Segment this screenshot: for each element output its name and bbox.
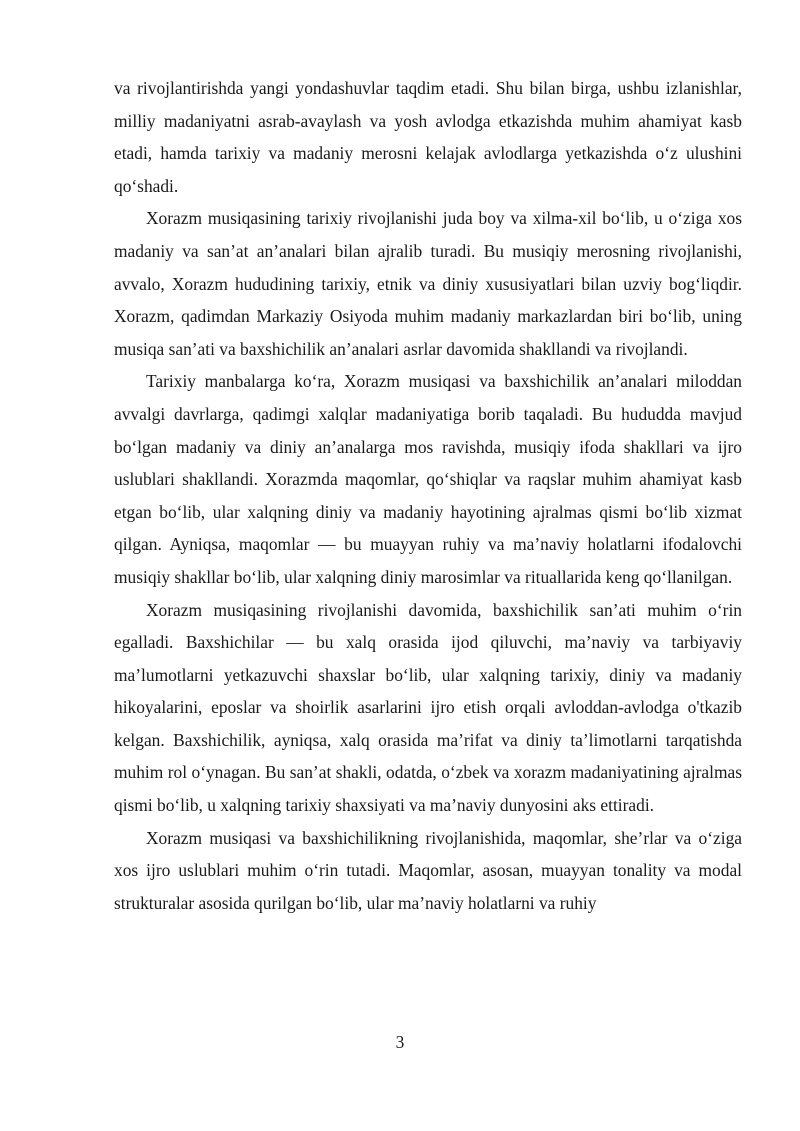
- paragraph-xorazm-history: Xorazm musiqasining tarixiy rivojlanishi juda boy va xilma-xil bo‘lib, u o‘ziga xos madaniy va san’at an’analari bilan ajralib turadi. Bu musiqiy merosning rivojlanishi, avvalo, Xorazm hududining tarixiy, etnik va diniy xususiyatlari bilan uzviy bog‘liqdir. Xorazm, qadimdan Markaziy Osiyoda muhim madaniy markazlardan biri bo‘lib, uning musiqa san’ati va baxshichilik an’analari asrlar davomida shakllandi va rivojlandi.: [114, 208, 742, 359]
- paragraph-historical-sources: Tarixiy manbalarga ko‘ra, Xorazm musiqasi va baxshichilik an’analari miloddan avvalgi davrlarga, qadimgi xalqlar madaniyatiga borib taqaladi. Bu hududda mavjud bo‘lgan madaniy va diniy an’analarga mos ravishda, musiqiy ifoda shakllari va ijro uslublari shakllandi. Xorazmda maqomlar, qo‘shiqlar va raqslar muhim ahamiyat kasb etgan bo‘lib, ular xalqning diniy va madaniy hayotining ajralmas qismi bo‘lib xizmat qilgan. Ayniqsa, maqomlar — bu muayyan ruhiy va ma’naviy holatlarni ifodalovchi musiqiy shakllar bo‘lib, ular xalqning diniy marosimlar va rituallarida keng qo‘llanilgan.: [114, 371, 742, 587]
- paragraph-baxshichilik: Xorazm musiqasining rivojlanishi davomida, baxshichilik san’ati muhim o‘rin egalladi. Baxshichilar — bu xalq orasida ijod qiluvchi, ma’naviy va tarbiyaviy ma’lumotlarni yetkazuvchi shaxslar bo‘lib, ular xalqning tarixiy, diniy va madaniy hikoyalarini, eposlar va shoirlik asarlarini ijro etish orqali avloddan-avlodga o'tkazib kelgan. Baxshichilik, ayniqsa, xalq orasida ma’rifat va diniy ta’limotlarni tarqatishda muhim rol o‘ynagan. Bu san’at shakli, odatda, o‘zbek va xorazm madaniyatining ajralmas qismi bo‘lib, u xalqning tarixiy shaxsiyati va ma’naviy dunyosini aks ettiradi.: [114, 599, 742, 816]
- paragraph-maqomlar: Xorazm musiqasi va baxshichilikning rivojlanishida, maqomlar, she’rlar va o‘ziga xos ijro uslublari muhim o‘rin tutadi. Maqomlar, asosan, muayyan tonality va modal strukturalar asosida qurilgan bo‘lib, ular ma’naviy holatlarni va ruhiy: [114, 827, 742, 913]
- paragraph-continuation: va rivojlantirishda yangi yondashuvlar taqdim etadi. Shu bilan birga, ushbu izlanishlar, milliy madaniyatni asrab-avaylash va yosh avlodga etkazishda muhim ahamiyat kasb etadi, hamda tarixiy va madaniy merosni kelajak avlodlarga yetkazishda o‘z ulushini qo‘shadi.: [114, 78, 742, 196]
- page-number: 3: [395, 1032, 405, 1052]
- document-page: [114, 72, 742, 919]
